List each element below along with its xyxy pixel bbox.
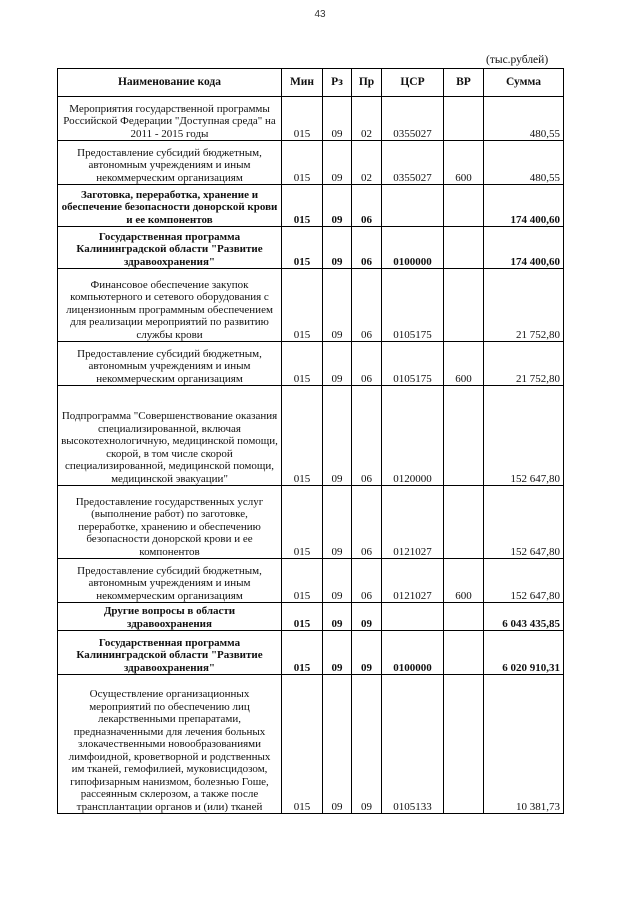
row-csr xyxy=(382,603,444,631)
table-row xyxy=(58,185,564,227)
row-vr: 600 xyxy=(444,559,484,603)
row-name: Предоставление субсидий бюджетным, автономным учреждениям и иным некоммерческим организациям xyxy=(58,141,282,185)
row-vr: 600 xyxy=(444,141,484,185)
row-sum: 21 752,80 xyxy=(484,342,564,386)
row-pr: 09 xyxy=(352,603,382,631)
table-row xyxy=(58,675,564,814)
row-name: Подпрограмма "Совершенствование оказания специализированной, включая высокотехнологичную, медицинской помощи, скорой, в том числе скорой специализированной, медицинской помощи, медицинской эвакуации" xyxy=(58,386,282,486)
budget-table xyxy=(57,68,564,814)
row-name: Заготовка, переработка, хранение и обеспечение безопасности донорской крови и ее компонентов xyxy=(58,185,282,227)
row-name: Мероприятия государственной программы Российской Федерации "Доступная среда" на 2011 - 2015 годы xyxy=(58,97,282,141)
header-min: Мин xyxy=(282,69,323,97)
row-sum: 152 647,80 xyxy=(484,559,564,603)
row-pr: 06 xyxy=(352,185,382,227)
row-rz: 09 xyxy=(323,486,352,559)
row-name: Осуществление организационных мероприятий по обеспечению лиц лекарственными препаратами, предназначенными для лечения больных злокачественными новообразованиями лимфоидной, кроветворной и родственных им тканей, гемофилией, муковисцидозом, гипофизарным нанизмом, болезнью Гоше, рассеянным склерозом, а также после трансплантации органов и (или) тканей xyxy=(58,675,282,814)
row-csr: 0105175 xyxy=(382,269,444,342)
row-rz: 09 xyxy=(323,185,352,227)
row-name: Государственная программа Калининградской области "Развитие здравоохранения" xyxy=(58,227,282,269)
row-vr xyxy=(444,185,484,227)
header-csr: ЦСР xyxy=(382,69,444,97)
table-row xyxy=(58,386,564,486)
row-vr xyxy=(444,227,484,269)
row-min: 015 xyxy=(282,342,323,386)
row-vr xyxy=(444,386,484,486)
row-rz: 09 xyxy=(323,631,352,675)
page-number: 43 xyxy=(314,9,326,20)
row-rz: 09 xyxy=(323,559,352,603)
row-vr xyxy=(444,675,484,814)
row-name: Финансовое обеспечение закупок компьютерного и сетевого оборудования с лицензионным программным обеспечением для реализации мероприятий по развитию службы крови xyxy=(58,269,282,342)
row-rz: 09 xyxy=(323,97,352,141)
row-rz: 09 xyxy=(323,342,352,386)
row-vr xyxy=(444,631,484,675)
row-sum: 6 020 910,31 xyxy=(484,631,564,675)
row-sum: 480,55 xyxy=(484,97,564,141)
row-min: 015 xyxy=(282,141,323,185)
row-sum: 21 752,80 xyxy=(484,269,564,342)
row-min: 015 xyxy=(282,559,323,603)
row-name: Государственная программа Калининградской области "Развитие здравоохранения" xyxy=(58,631,282,675)
row-csr: 0120000 xyxy=(382,386,444,486)
table-row xyxy=(58,631,564,675)
row-csr: 0121027 xyxy=(382,559,444,603)
row-csr: 0121027 xyxy=(382,486,444,559)
row-min: 015 xyxy=(282,603,323,631)
header-rz: Рз xyxy=(323,69,352,97)
row-csr: 0105133 xyxy=(382,675,444,814)
row-pr: 06 xyxy=(352,386,382,486)
row-sum: 174 400,60 xyxy=(484,227,564,269)
row-pr: 06 xyxy=(352,269,382,342)
row-name: Предоставление государственных услуг (выполнение работ) по заготовке, переработке, хранению и обеспечению безопасности донорской крови и ее компонентов xyxy=(58,486,282,559)
row-csr: 0355027 xyxy=(382,97,444,141)
table-row xyxy=(58,141,564,185)
row-csr: 0100000 xyxy=(382,631,444,675)
units-label: (тыс.рублей) xyxy=(486,54,549,66)
row-pr: 02 xyxy=(352,141,382,185)
row-pr: 06 xyxy=(352,342,382,386)
table-row xyxy=(58,486,564,559)
row-csr xyxy=(382,185,444,227)
row-pr: 02 xyxy=(352,97,382,141)
row-min: 015 xyxy=(282,97,323,141)
row-sum: 480,55 xyxy=(484,141,564,185)
row-min: 015 xyxy=(282,486,323,559)
row-name: Предоставление субсидий бюджетным, автономным учреждениям и иным некоммерческим организациям xyxy=(58,559,282,603)
row-sum: 6 043 435,85 xyxy=(484,603,564,631)
row-rz: 09 xyxy=(323,386,352,486)
row-min: 015 xyxy=(282,227,323,269)
row-rz: 09 xyxy=(323,603,352,631)
row-min: 015 xyxy=(282,269,323,342)
row-pr: 06 xyxy=(352,227,382,269)
row-name: Предоставление субсидий бюджетным, автономным учреждениям и иным некоммерческим организациям xyxy=(58,342,282,386)
row-vr xyxy=(444,97,484,141)
row-vr: 600 xyxy=(444,342,484,386)
row-sum: 10 381,73 xyxy=(484,675,564,814)
row-csr: 0355027 xyxy=(382,141,444,185)
row-rz: 09 xyxy=(323,269,352,342)
row-pr: 09 xyxy=(352,675,382,814)
table-row xyxy=(58,559,564,603)
table-row xyxy=(58,603,564,631)
header-name: Наименование кода xyxy=(58,69,282,97)
row-vr xyxy=(444,603,484,631)
row-rz: 09 xyxy=(323,141,352,185)
row-rz: 09 xyxy=(323,227,352,269)
row-sum: 152 647,80 xyxy=(484,486,564,559)
row-sum: 174 400,60 xyxy=(484,185,564,227)
row-min: 015 xyxy=(282,631,323,675)
row-sum: 152 647,80 xyxy=(484,386,564,486)
row-min: 015 xyxy=(282,185,323,227)
row-pr: 09 xyxy=(352,631,382,675)
row-csr: 0100000 xyxy=(382,227,444,269)
header-vr: ВР xyxy=(444,69,484,97)
table-header-row xyxy=(58,69,564,97)
table-row xyxy=(58,227,564,269)
header-pr: Пр xyxy=(352,69,382,97)
row-rz: 09 xyxy=(323,675,352,814)
row-min: 015 xyxy=(282,675,323,814)
row-pr: 06 xyxy=(352,486,382,559)
table-row xyxy=(58,342,564,386)
table-row xyxy=(58,269,564,342)
row-min: 015 xyxy=(282,386,323,486)
row-vr xyxy=(444,486,484,559)
table-row xyxy=(58,97,564,141)
row-csr: 0105175 xyxy=(382,342,444,386)
row-pr: 06 xyxy=(352,559,382,603)
row-vr xyxy=(444,269,484,342)
row-name: Другие вопросы в области здравоохранения xyxy=(58,603,282,631)
header-sum: Сумма xyxy=(484,69,564,97)
